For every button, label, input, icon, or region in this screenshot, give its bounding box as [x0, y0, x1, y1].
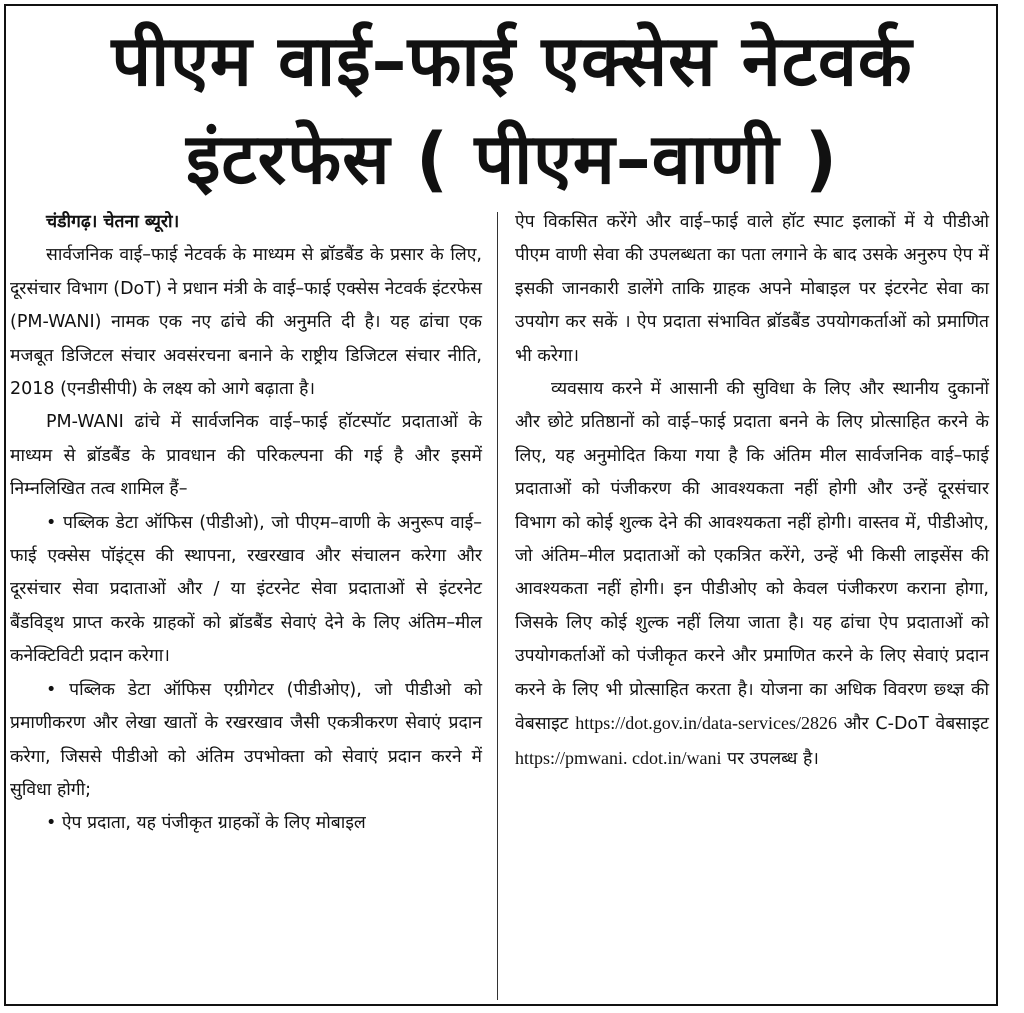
left-paragraph-1: सार्वजनिक वाई–फाई नेटवर्क के माध्यम से ब्रॉडबैंड के प्रसार के लिए, दूरसंचार विभाग (DoT) ने प्रधान मंत्री के वाई–फाई एक्सेस नेटवर्क इंटरफेस (PM-WANI) नामक एक नए ढांचे की अनुमति दी है। यह ढांचा एक मजबूत डिजिटल संचार अवसंरचना बनाने के राष्ट्रीय डिजिटल संचार नीति, 2018 (एनडीसीपी) के लक्ष्य को आगे बढ़ाता है। [10, 245, 482, 400]
left-bullet-app-provider: • ऐप प्रदाता, यह पंजीकृत ग्राहकों के लिए मोबाइल [46, 813, 366, 834]
headline-line-1: पीएम वाई–फाई एक्सेस नेटवर्क [111, 20, 913, 102]
right-paragraph-2-text: व्यवसाय करने में आसानी की सुविधा के लिए और स्थानीय दुकानों और छोटे प्रतिष्ठानों को वाई–फाई प्रदाता बनने के लिए प्रोत्साहित करने के लिए, यह अनुमोदित किया गया है कि अंतिम मील सार्वजनिक वाई–फाई प्रदाताओं को पंजीकरण की आवश्यकता नहीं होगी और उन्हें दूरसंचार विभाग को कोई शुल्क देने की आवश्यकता नहीं होगी। वास्तव में, पीडीओए, जो अंतिम–मील प्रदाताओं को एकत्रित करेंगे, उन्हें भी किसी लाइसेंस की आवश्यकता नहीं होगी। इन पीडीओए को केवल पंजीकरण कराना होगा, जिसके लिए कोई शुल्क नहीं लिया जाता है। यह ढांचा ऐप प्रदाताओं को उपयोगकर्ताओं को पंजीकृत करने और प्रमाणित करने के लिए सेवाएं प्रदान करने के लिए भी प्रोत्साहित करता है। योजना का अधिक विवरण छ्थ्ज्ञ की वेबसाइट [515, 379, 989, 735]
right-paragraph-2-mid: और C-DoT वेबसाइट [843, 714, 989, 735]
right-paragraph-1: ऐप विकसित करेंगे और वाई–फाई वाले हॉट स्पाट इलाकों में ये पीडीओ पीएम वाणी सेवा की उपलब्धता का पता लगाने के बाद उसके अनुरुप ऐप में इसकी जानकारी डालेंगे ताकि ग्राहक अपने मोबाइल पर इंटरनेट सेवा का उपयोग कर सकें । ऐप प्रदाता संभावित ब्रॉडबैंड उपयोगकर्ताओं को प्रमाणित भी करेगा। [515, 212, 989, 366]
left-bullet-pdo: • पब्लिक डेटा ऑफिस (पीडीओ), जो पीएम–वाणी के अनुरूप वाई–फाई एक्सेस पॉइंट्स की स्थापना, रखरखाव और संचालन करेगा और दूरसंचार सेवा प्रदाताओं और / या इंटरनेट सेवा प्रदाताओं से इंटरनेट बैंडविड्थ प्राप्त करके ग्राहकों को ब्रॉडबैंड सेवाएं देने के लिए अंतिम–मील कनेक्टिविटी प्रदान करेगा। [10, 512, 482, 667]
left-bullet-pdoa: • पब्लिक डेटा ऑफिस एग्रीगेटर (पीडीओए), जो पीडीओ को प्रमाणीकरण और लेखा खातों के रखरखाव जैसी एकत्रीकरण सेवाएं प्रदान करेगा, जिससे पीडीओ को अंतिम उपभोक्ता को सेवाएं प्रदान करने में सुविधा होगी; [10, 679, 482, 800]
right-column [515, 206, 989, 776]
cdot-website-link[interactable]: https://pmwani. cdot.in/wani [515, 747, 722, 768]
column-divider [497, 212, 498, 1000]
right-paragraph-2 [515, 373, 989, 776]
right-paragraph-2-end: पर उपलब्ध है। [727, 748, 819, 769]
left-paragraph-2: PM-WANI ढांचे में सार्वजनिक वाई–फाई हॉटस्पॉट प्रदाताओं के माध्यम से ब्रॉडबैंड के प्रावधान की परिकल्पना की गई है और इसमें निम्नलिखित तत्व शामिल हैं– [10, 412, 482, 500]
dot-website-link[interactable]: https://dot.gov.in/data-services/2826 [575, 713, 837, 734]
dateline: चंडीगढ़। चेतना ब्यूरो। [46, 212, 180, 232]
headline-line-2: इंटरफेस ( पीएम–वाणी ) [186, 118, 838, 200]
left-column [10, 206, 482, 841]
